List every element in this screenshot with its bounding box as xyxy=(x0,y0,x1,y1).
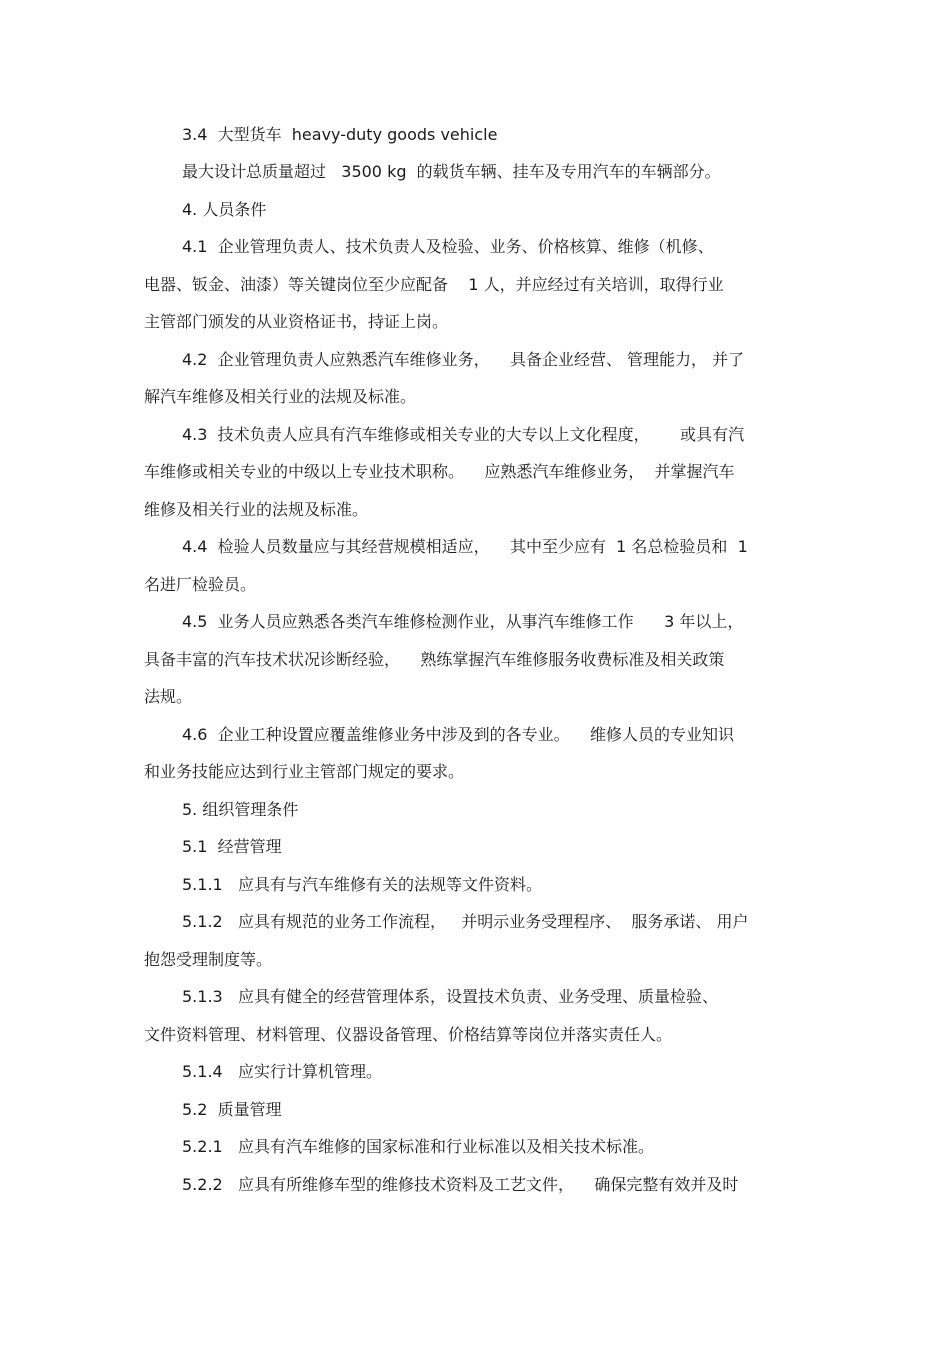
section-5-1-heading: 5.1 经营管理 xyxy=(182,837,282,856)
paragraph-5-1-3-line: 5.1.3 应具有健全的经营管理体系，设置技术负责、业务受理、质量检验、 xyxy=(182,987,718,1006)
paragraph-4-3-line: 车维修或相关专业的中级以上专业技术职称。 应熟悉汽车维修业务， 并掌握汽车 xyxy=(144,462,735,481)
section-3-4-heading: 3.4 大型货车 heavy-duty goods vehicle xyxy=(182,125,498,144)
paragraph-4-5-line: 4.5 业务人员应熟悉各类汽车维修检测作业，从事汽车维修工作 3 年以上， xyxy=(182,612,744,631)
paragraph-4-6-line: 4.6 企业工种设置应覆盖维修业务中涉及到的各专业。 维修人员的专业知识 xyxy=(182,725,734,744)
paragraph-5-1-4-line: 5.1.4 应实行计算机管理。 xyxy=(182,1062,382,1081)
paragraph-4-5-line: 法规。 xyxy=(144,687,193,706)
paragraph-5-1-3-line: 文件资料管理、材料管理、仪器设备管理、价格结算等岗位并落实责任人。 xyxy=(144,1025,673,1044)
paragraph-4-1-line: 主管部门颁发的从业资格证书，持证上岗。 xyxy=(144,312,449,331)
section-4-heading: 4. 人员条件 xyxy=(182,200,267,219)
paragraph-4-4-line: 4.4 检验人员数量应与其经营规模相适应， 其中至少应有 1 名总检验员和 1 xyxy=(182,537,748,556)
paragraph-5-1-2-line: 抱怨受理制度等。 xyxy=(144,950,273,969)
paragraph-4-4-line: 名进厂检验员。 xyxy=(144,575,257,594)
paragraph-4-6-line: 和业务技能应达到行业主管部门规定的要求。 xyxy=(144,762,465,781)
paragraph-4-1-line: 电器、钣金、油漆）等关键岗位至少应配备 1 人，并应经过有关培训，取得行业 xyxy=(144,275,724,294)
paragraph-4-2-line: 4.2 企业管理负责人应熟悉汽车维修业务， 具备企业经营、 管理能力， 并了 xyxy=(182,350,745,369)
paragraph-4-5-line: 具备丰富的汽车技术状况诊断经验， 熟练掌握汽车维修服务收费标准及相关政策 xyxy=(144,650,725,669)
paragraph-4-2-line: 解汽车维修及相关行业的法规及标准。 xyxy=(144,387,417,406)
paragraph-5-1-1-line: 5.1.1 应具有与汽车维修有关的法规等文件资料。 xyxy=(182,875,542,894)
paragraph-4-3-line: 4.3 技术负责人应具有汽车维修或相关专业的大专以上文化程度， 或具有汽 xyxy=(182,425,745,444)
section-5-heading: 5. 组织管理条件 xyxy=(182,800,299,819)
paragraph-5-2-1-line: 5.2.1 应具有汽车维修的国家标准和行业标准以及相关技术标准。 xyxy=(182,1137,654,1156)
paragraph-5-2-2-line: 5.2.2 应具有所维修车型的维修技术资料及工艺文件， 确保完整有效并及时 xyxy=(182,1175,739,1194)
paragraph-line: 最大设计总质量超过 3500 kg 的载货车辆、挂车及专用汽车的车辆部分。 xyxy=(182,162,721,181)
paragraph-5-1-2-line: 5.1.2 应具有规范的业务工作流程， 并明示业务受理程序、 服务承诺、 用户 xyxy=(182,912,749,931)
paragraph-4-1-line: 4.1 企业管理负责人、技术负责人及检验、业务、价格核算、维修（机修、 xyxy=(182,237,714,256)
section-5-2-heading: 5.2 质量管理 xyxy=(182,1100,282,1119)
paragraph-4-3-line: 维修及相关行业的法规及标准。 xyxy=(144,500,369,519)
